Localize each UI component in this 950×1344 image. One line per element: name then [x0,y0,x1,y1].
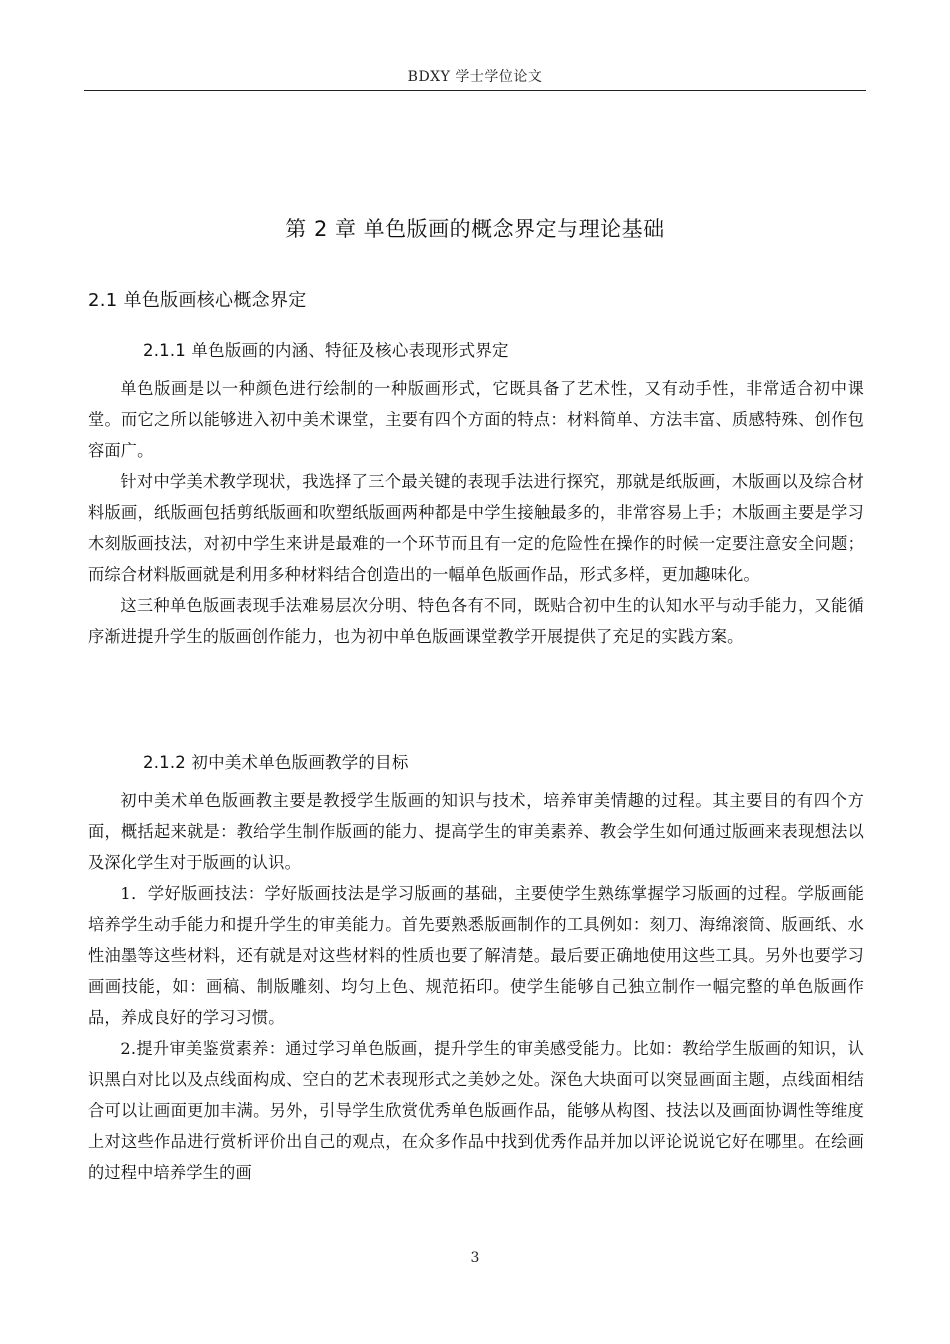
section-title: 2.1 单色版画核心概念界定 [88,290,307,311]
header-rule [84,90,866,91]
running-header: BDXY 学士学位论文 [407,69,543,85]
body-paragraph: 2.提升审美鉴赏素养：通过学习单色版画，提升学生的审美感受能力。比如：教给学生版画的知识，认识黑白对比以及点线面构成、空白的艺术表现形式之美妙之处。深色大块面可以突显画面主题，点线面相结合可以让画面更加丰满。另外，引导学生欣赏优秀单色版画作品，能够从构图、技法以及画面协调性等维度上对这些作品进行赏析评价出自己的观点，在众多作品中找到优秀作品并加以评论说说它好在哪里。在绘画的过程中培养学生的画 [88,1039,864,1182]
body-paragraph: 单色版画是以一种颜色进行绘制的一种版画形式，它既具备了艺术性，又有动手性，非常适合初中课堂。而它之所以能够进入初中美术课堂，主要有四个方面的特点：材料简单、方法丰富、质感特殊、创作包容面广。 [88,379,864,460]
body-paragraph: 这三种单色版画表现手法难易层次分明、特色各有不同，既贴合初中生的认知水平与动手能力，又能循序渐进提升学生的版画创作能力，也为初中单色版画课堂教学开展提供了充足的实践方案。 [88,596,864,646]
body-paragraph: 1．学好版画技法：学好版画技法是学习版画的基础，主要使学生熟练掌握学习版画的过程。学版画能培养学生动手能力和提升学生的审美能力。首先要熟悉版画制作的工具例如：刻刀、海绵滚筒、版画纸、水性油墨等这些材料，还有就是对这些材料的性质也要了解清楚。最后要正确地使用这些工具。另外也要学习画画技能，如：画稿、制版雕刻、均匀上色、规范拓印。使学生能够自己独立制作一幅完整的单色版画作品，养成良好的学习习惯。 [88,884,864,1027]
subsection-title-2-1-2: 2.1.2 初中美术单色版画教学的目标 [143,753,409,772]
page-number: 3 [470,1250,480,1266]
body-paragraph: 针对中学美术教学现状，我选择了三个最关键的表现手法进行探究，那就是纸版画，木版画以及综合材料版画，纸版画包括剪纸版画和吹塑纸版画两种都是中学生接触最多的，非常容易上手；木版画主要是学习木刻版画技法，对初中学生来讲是最难的一个环节而且有一定的危险性在操作的时候一定要注意安全问题；而综合材料版画就是利用多种材料结合创造出的一幅单色版画作品，形式多样，更加趣味化。 [88,472,864,584]
subsection-title-2-1-1: 2.1.1 单色版画的内涵、特征及核心表现形式界定 [143,341,509,360]
chapter-title: 第 2 章 单色版画的概念界定与理论基础 [285,217,665,241]
subsection-body-2-1-1 [88,373,864,652]
body-paragraph: 初中美术单色版画教主要是教授学生版画的知识与技术，培养审美情趣的过程。其主要目的有四个方面，概括起来就是：教给学生制作版画的能力、提高学生的审美素养、教会学生如何通过版画来表现想法以及深化学生对于版画的认识。 [88,791,864,872]
subsection-body-2-1-2 [88,785,864,1188]
